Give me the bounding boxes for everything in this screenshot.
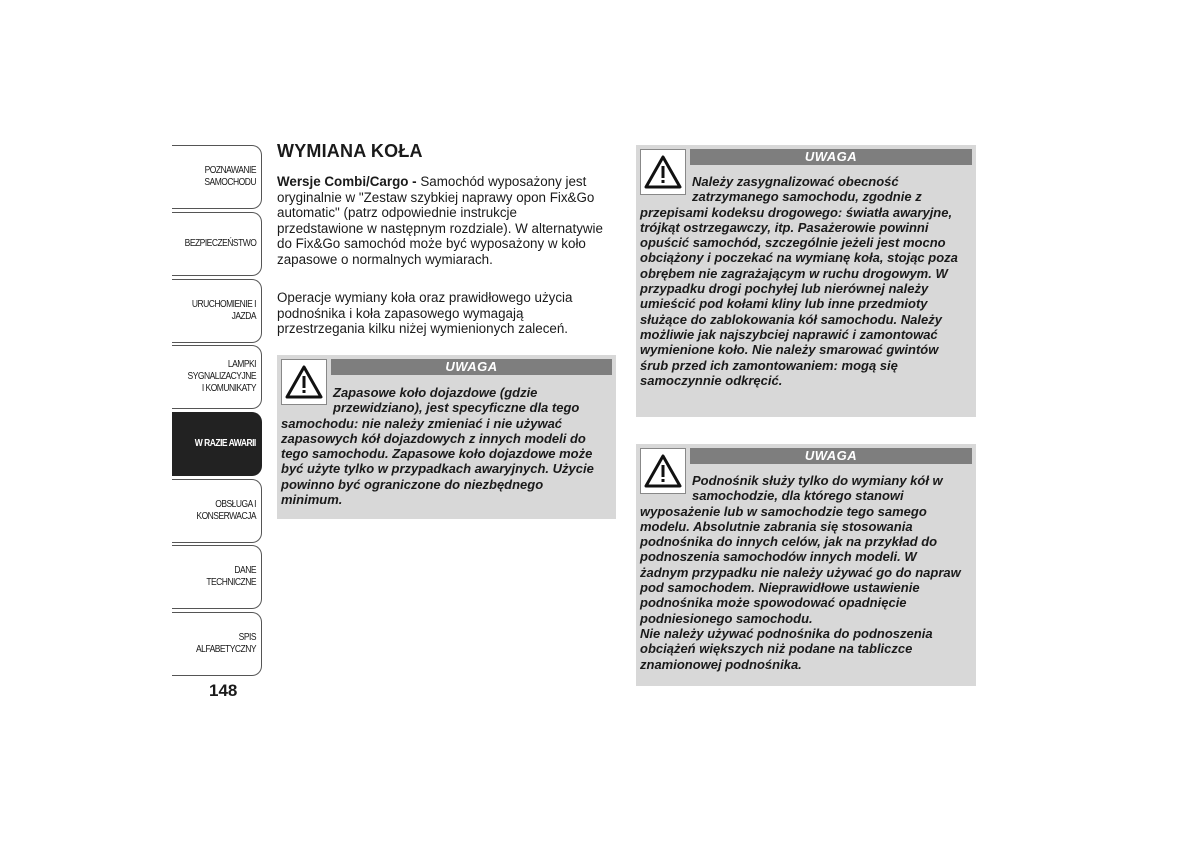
instructions-paragraph: Operacje wymiany koła oraz prawidłowego użycia podnośnika i koła zapasowego wymagają przestrzegania kilku niżej wymienionych zaleceń.: [277, 290, 573, 337]
tab-dane-techniczne[interactable]: [172, 545, 262, 609]
tab-w-razie-awarii[interactable]: [172, 412, 262, 476]
tab-label: W RAZIE AWARII: [194, 438, 256, 449]
tab-label: BEZPIECZEŃSTWO: [184, 238, 256, 249]
intro-text: Samochód wyposażony jest oryginalnie w "Zestaw szybkiej naprawy opon Fix&Go automatic" (patrz odpowiednie instrukcje przedstawione w następnym rozdziale). W alternatywie do Fix&Go samochód może być wyposażony w koło zapasowe o normalnych wymiarach.: [277, 174, 603, 267]
tab-label: SPIS ALFABETYCZNY: [195, 632, 256, 655]
warning-text: wyposażenie lub w samochodzie tego samego modelu. Absolutnie zabrania się stosowania podnośnika do innych celów, jak na przykład do podnoszenia samochodów innych modeli. W żadnym przypadku nie należy używać go do napraw pod samochodem. Nieprawidłowe ustawienie podnośnika może spowodować opadnięcie podniesionego samochodu.: [640, 503, 961, 626]
warning-box-spare-wheel: [277, 355, 616, 519]
warning-lead: Należy zasygnalizować obecność zatrzymanego samochodu, zgodnie z: [692, 174, 922, 205]
warning-lead: Podnośnik służy tylko do wymiany kół w samochodzie, dla którego stanowi: [692, 473, 943, 504]
warning-text: przepisami kodeksu drogowego: światła awaryjne, trójkąt ostrzegawczy, itp. Pasażerowie powinni opuścić samochód, szczególnie jeżeli jest mocno obciążony i poczekać na wymianę koła, stojąc poza obrębem nie zagrażającym w ruchu drogowym. W przypadku drogi pochyłej lub nierównej należy umieścić pod kołami kliny lub inne przedmioty służące do zablokowania kół samochodu. Należy możliwie jak najszybciej naprawić i zamontować wymienione koło. Nie należy smarować gwintów śrub przed ich zamontowaniem: mogą się samoczynnie odkręcić.: [640, 204, 958, 388]
tab-spis-alfabetyczny[interactable]: [172, 612, 262, 676]
tab-label: POZNAWANIE SAMOCHODU: [204, 165, 256, 188]
tab-obsluga-i-konserwacja[interactable]: [172, 479, 262, 543]
warning-lead: Zapasowe koło dojazdowe (gdzie przewidziano), jest specyficzne dla tego: [333, 385, 580, 416]
warning-box-signaling: [636, 145, 976, 417]
tab-label: LAMPKI SYGNALIZACYJNE I KOMUNIKATY: [187, 359, 256, 394]
warning-title: UWAGA: [331, 359, 612, 375]
versions-label: Wersje Combi/Cargo -: [277, 174, 421, 189]
warning-box-jack: [636, 444, 976, 686]
tab-label: OBSŁUGA I KONSERWACJA: [196, 499, 256, 522]
page-number: 148: [209, 681, 238, 700]
intro-paragraph: [277, 174, 607, 268]
tab-uruchomienie-i-jazda[interactable]: [172, 279, 262, 343]
tab-bezpieczenstwo[interactable]: [172, 212, 262, 276]
section-title: WYMIANA KOŁA: [277, 141, 423, 161]
tab-label: URUCHOMIENIE I JAZDA: [191, 299, 256, 322]
warning-text: samochodu: nie należy zmieniać i nie używać zapasowych kół dojazdowych z innych modeli do tego samochodu. Zapasowe koło dojazdowe może być użyte tylko w przypadkach awaryjnych. Użycie powinno być ograniczone do niezbędnego minimum.: [281, 415, 594, 508]
warning-title: UWAGA: [690, 149, 972, 165]
tab-poznawanie-samochodu[interactable]: [172, 145, 262, 209]
warning-text-2: Nie należy używać podnośnika do podnoszenia obciążeń większych niż podane na tabliczce znamionowej podnośnika.: [640, 625, 933, 672]
warning-title: UWAGA: [690, 448, 972, 464]
tab-label: DANE TECHNICZNE: [206, 565, 256, 588]
tab-lampki-sygnalizacyjne[interactable]: [172, 345, 262, 409]
